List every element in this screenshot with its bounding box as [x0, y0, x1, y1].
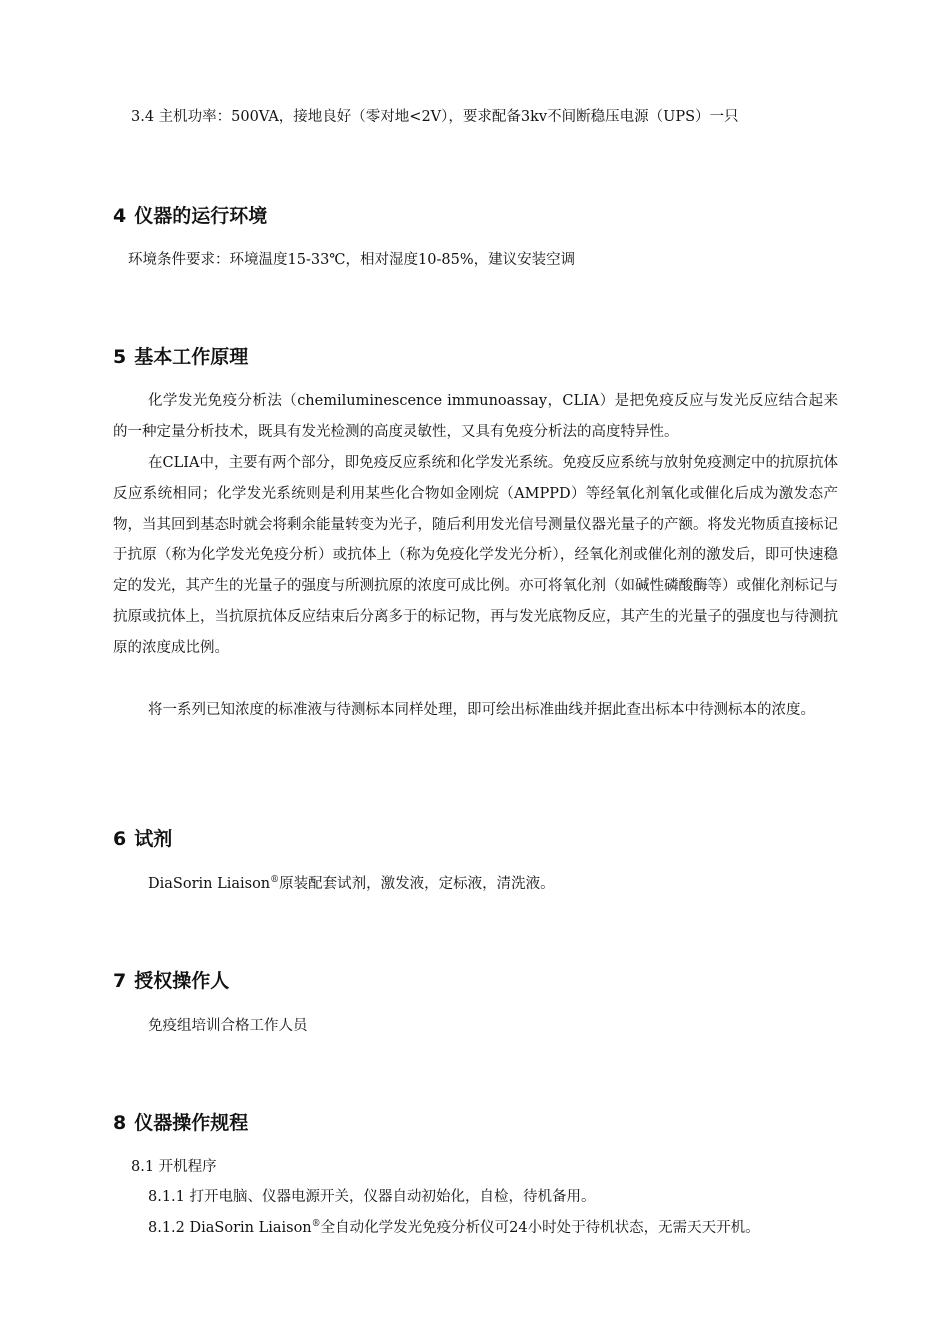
section-number: 5: [113, 346, 127, 368]
subsection-8-1: 8.1 开机程序: [131, 1159, 217, 1175]
item-3-4-power: 3.4 主机功率：500VA，接地良好（零对地<2V），要求配备3kv不间断稳压电源（UPS）一只: [131, 109, 739, 125]
heading-section-4: [113, 203, 267, 229]
section-title: 基本工作原理: [134, 346, 249, 368]
reagents-description: [148, 874, 555, 894]
brand-name: DiaSorin Liaison: [148, 876, 271, 892]
heading-section-8: [113, 1110, 248, 1136]
registered-mark: ®: [311, 1219, 321, 1230]
section-number: 7: [113, 970, 127, 992]
heading-section-5: [113, 344, 248, 370]
step-8-1-1: 8.1.1 打开电脑、仪器电源开关，仪器自动初始化，自检，待机备用。: [148, 1189, 596, 1205]
section-number: 4: [113, 205, 127, 227]
step-text: 全自动化学发光免疫分析仪可24小时处于待机状态，无需天天开机。: [320, 1220, 760, 1236]
authorized-operators: 免疫组培训合格工作人员: [148, 1018, 308, 1034]
section-title: 试剂: [134, 828, 173, 850]
step-8-1-2: [148, 1218, 760, 1238]
registered-mark: ®: [270, 875, 280, 886]
principle-paragraph-1: 化学发光免疫分析法（chemiluminescence immunoassay，CLIA）是把免疫反应与发光反应结合起来的一种定量分析技术，既具有发光检测的高度灵敏性，又具有免疫分析法的高度特异性。: [113, 393, 838, 440]
reagents-list: 原装配套试剂，激发液，定标液，清洗液。: [279, 876, 555, 892]
section-title: 仪器的运行环境: [134, 205, 268, 227]
step-prefix: 8.1.2 DiaSorin Liaison: [148, 1220, 312, 1236]
heading-section-6: [113, 826, 172, 852]
section-title: 授权操作人: [134, 970, 230, 992]
principle-paragraph-3: 将一系列已知浓度的标准液与待测标本同样处理，即可绘出标准曲线并据此查出标本中待测标本的浓度。: [148, 702, 815, 718]
section-number: 6: [113, 828, 127, 850]
principle-paragraph-2: 在CLIA中，主要有两个部分，即免疫反应系统和化学发光系统。免疫反应系统与放射免疫测定中的抗原抗体反应系统相同；化学发光系统则是利用某些化合物如金刚烷（AMPPD）等经氧化剂氧化或催化后成为激发态产物，当其回到基态时就会将剩余能量转变为光子，随后利用发光信号测量仪器光量子的产额。将发光物质直接标记于抗原（称为化学发光免疫分析）或抗体上（称为免疫化学发光分析），经氧化剂或催化剂的激发后，即可快速稳定的发光，其产生的光量子的强度与所测抗原的浓度可成比例。亦可将氧化剂（如碱性磷酸酶等）或催化剂标记与抗原或抗体上，当抗原抗体反应结束后分离多于的标记物，再与发光底物反应，其产生的光量子的强度也与待测抗原的浓度成比例。: [113, 455, 838, 656]
section-title: 仪器操作规程: [134, 1112, 249, 1134]
heading-section-7: [113, 968, 229, 994]
environment-requirements: 环境条件要求：环境温度15-33℃，相对湿度10-85%，建议安装空调: [128, 252, 576, 268]
section-number: 8: [113, 1112, 127, 1134]
